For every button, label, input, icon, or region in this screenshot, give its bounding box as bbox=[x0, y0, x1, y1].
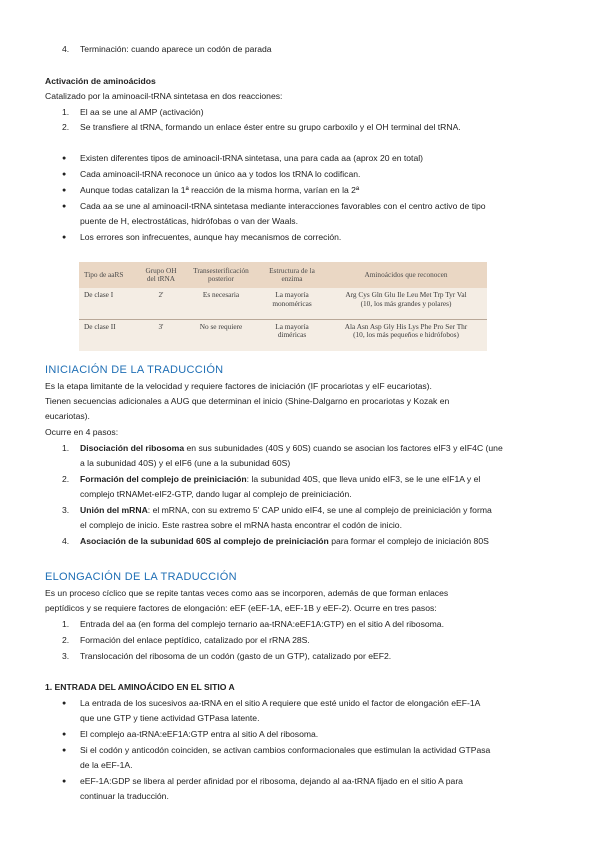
step-bold: Unión del mRNA bbox=[80, 505, 148, 515]
step-number: 2. bbox=[62, 122, 70, 132]
bullet-icon: ● bbox=[62, 203, 67, 210]
cell-line: monoméricas bbox=[272, 298, 312, 308]
step-text: El aa se une al AMP (activación) bbox=[80, 107, 204, 117]
cell-line: Ala Asn Asp Gly His Lys Phe Pro Ser Thr bbox=[344, 321, 468, 331]
step-rest: : la subunidad 40S, que lleva unido eIF3, se le une eIF1A y el bbox=[246, 474, 481, 484]
step-text bbox=[80, 442, 503, 455]
bullet-icon: ● bbox=[62, 700, 67, 707]
table-cell: De clase I bbox=[79, 288, 139, 319]
step-bold: Formación del complejo de preiniciación bbox=[80, 474, 247, 484]
table-cell: No se requiere bbox=[199, 321, 243, 331]
bullet-text: El complejo aa-tRNA:eEF1A:GTP entra al sitio A del ribosoma. bbox=[80, 729, 319, 739]
step-bold: Disociación del ribosoma bbox=[80, 443, 185, 453]
cell-line: (10, los más grandes y polares) bbox=[360, 298, 452, 308]
table-header: Estructura de la enzima bbox=[259, 262, 325, 288]
bullet-text: Cada aminoacil-tRNA reconoce un único aa y todos los tRNA lo codifican. bbox=[80, 169, 361, 179]
bullet-text: Aunque todas catalizan la 1ª reacción de la misma horma, varían en la 2ª bbox=[80, 185, 360, 195]
paragraph: Tienen secuencias adicionales a AUG que determinan el inicio (Shine-Dalgarno en procariotas y Kozak en bbox=[45, 396, 450, 406]
step-number: 3. bbox=[62, 651, 70, 661]
section-heading-iniciacion: INICIACIÓN DE LA TRADUCCIÓN bbox=[45, 364, 224, 376]
table-cell bbox=[325, 319, 487, 351]
table-cell: 2' bbox=[139, 288, 183, 319]
section-heading-entrada: 1. ENTRADA DEL AMINOÁCIDO EN EL SITIO A bbox=[45, 682, 235, 692]
table-row bbox=[79, 319, 487, 351]
bullet-icon: ● bbox=[62, 171, 67, 178]
bullet-text: Cada aa se une al aminoacil-tRNA sintetasa mediante interacciones favorables con el centro activo de tipo bbox=[80, 201, 486, 211]
cell-line: Arg Cys Gln Glu Ile Leu Met Trp Tyr Val bbox=[345, 290, 467, 299]
table-cell bbox=[259, 319, 325, 351]
step-number: 3. bbox=[62, 505, 70, 515]
bullet-text: que une GTP y tiene actividad GTPasa latente. bbox=[80, 713, 260, 723]
table-row bbox=[79, 288, 487, 319]
table-header-row bbox=[79, 262, 487, 288]
step-number: 4. bbox=[62, 536, 70, 546]
step-text: Se transfiere al tRNA, formando un enlace éster entre su grupo carboxilo y el OH terminal del tRNA. bbox=[80, 122, 461, 132]
cell-line: (10, los más pequeños e hidrófobos) bbox=[353, 330, 459, 340]
paragraph: Ocurre en 4 pasos: bbox=[45, 427, 119, 437]
item-number: 4. bbox=[62, 44, 70, 54]
table-header: Aminoácidos que reconocen bbox=[325, 262, 487, 288]
bullet-text: Si el codón y anticodón coinciden, se activan cambios conformacionales que estimulan la actividad GTPasa bbox=[80, 745, 491, 755]
table-header: Grupo OH del tRNA bbox=[139, 262, 183, 288]
table-header: Tipo de aaRS bbox=[79, 262, 139, 288]
bullet-icon: ● bbox=[62, 187, 67, 194]
bullet-icon: ● bbox=[62, 778, 67, 785]
table-header: Transesterificación posterior bbox=[183, 262, 259, 288]
bullet-icon: ● bbox=[62, 731, 67, 738]
section-heading-elongacion: ELONGACIÓN DE LA TRADUCCIÓN bbox=[45, 571, 237, 583]
step-number: 1. bbox=[62, 619, 70, 629]
step-number: 2. bbox=[62, 474, 70, 484]
cell-line: La mayoría bbox=[275, 321, 309, 331]
step-text: el complejo de inicio. Este rastrea sobre el mRNA hasta encontrar el codón de inicio. bbox=[80, 520, 402, 530]
step-number: 2. bbox=[62, 635, 70, 645]
cell-line: diméricas bbox=[277, 330, 307, 340]
section-heading-activacion: Activación de aminoácidos bbox=[45, 76, 156, 86]
bullet-text: La entrada de los sucesivos aa-tRNA en el sitio A requiere que esté unido el factor de elongación eEF-1A bbox=[80, 698, 481, 708]
step-text: Formación del enlace peptídico, catalizado por el rRNA 28S. bbox=[80, 635, 310, 645]
bullet-text: puente de H, electrostáticas, hidrófobas o van der Waals. bbox=[80, 216, 298, 226]
step-text: Translocación del ribosoma de un codón (gasto de un GTP), catalizado por eEF2. bbox=[80, 651, 392, 661]
step-rest: en sus subunidades (40S y 60S) cuando se asocian los factores eIF3 y eIF4C (une bbox=[184, 443, 503, 453]
step-number: 1. bbox=[62, 443, 70, 453]
bullet-text: de la eEF-1A. bbox=[80, 760, 133, 770]
bullet-icon: ● bbox=[62, 234, 67, 241]
step-number: 1. bbox=[62, 107, 70, 117]
cell-line: La mayoría bbox=[275, 290, 309, 299]
step-bold: Asociación de la subunidad 60S al complejo de preiniciación bbox=[80, 536, 329, 546]
step-rest: para formar el complejo de iniciación 80S bbox=[328, 536, 489, 546]
step-text bbox=[80, 473, 480, 486]
step-text: a la subunidad 40S) y el eIF6 (une a la subunidad 60S) bbox=[80, 458, 291, 468]
table-cell bbox=[259, 288, 325, 319]
paragraph: Catalizado por la aminoacil-tRNA sintetasa en dos reacciones: bbox=[45, 91, 283, 101]
bullet-icon: ● bbox=[62, 155, 67, 162]
step-text bbox=[80, 535, 489, 548]
step-rest: : el mRNA, con su extremo 5' CAP unido eIF4, se une al complejo de preiniciación y forma bbox=[147, 505, 492, 515]
table-cell: 3' bbox=[158, 321, 164, 331]
paragraph: eucariotas). bbox=[45, 411, 90, 421]
table-cell: Es necesaria bbox=[183, 288, 259, 319]
paragraph: peptídicos y se requiere factores de elongación: eEF (eEF-1A, eEF-1B y eEF-2). Ocurre en tres pasos: bbox=[45, 603, 437, 613]
aars-table bbox=[79, 262, 487, 351]
table-cell: De clase II bbox=[84, 321, 116, 331]
bullet-text: continuar la traducción. bbox=[80, 791, 169, 801]
bullet-text: Los errores son infrecuentes, aunque hay mecanismos de correción. bbox=[80, 232, 342, 242]
bullet-text: Existen diferentes tipos de aminoacil-tRNA sintetasa, una para cada aa (aprox 20 en total) bbox=[80, 153, 423, 163]
step-text: complejo tRNAMet-eIF2-GTP, dando lugar al complejo de preiniciación. bbox=[80, 489, 352, 499]
paragraph: Es un proceso cíclico que se repite tantas veces como aas se incorporen, además de que forman enlaces bbox=[45, 588, 449, 598]
step-text: Entrada del aa (en forma del complejo ternario aa-tRNA:eEF1A:GTP) en el sitio A del ribosoma. bbox=[80, 619, 444, 629]
bullet-text: eEF-1A:GDP se libera al perder afinidad por el ribosoma, dejando al aa-tRNA fijado en el sitio A para bbox=[80, 776, 463, 786]
item-text: Terminación: cuando aparece un codón de parada bbox=[80, 44, 272, 54]
paragraph: Es la etapa limitante de la velocidad y requiere factores de iniciación (IF procariotas y eIF eucariotas). bbox=[45, 381, 432, 391]
step-text bbox=[80, 504, 492, 517]
bullet-icon: ● bbox=[62, 747, 67, 754]
table-cell bbox=[325, 288, 487, 319]
